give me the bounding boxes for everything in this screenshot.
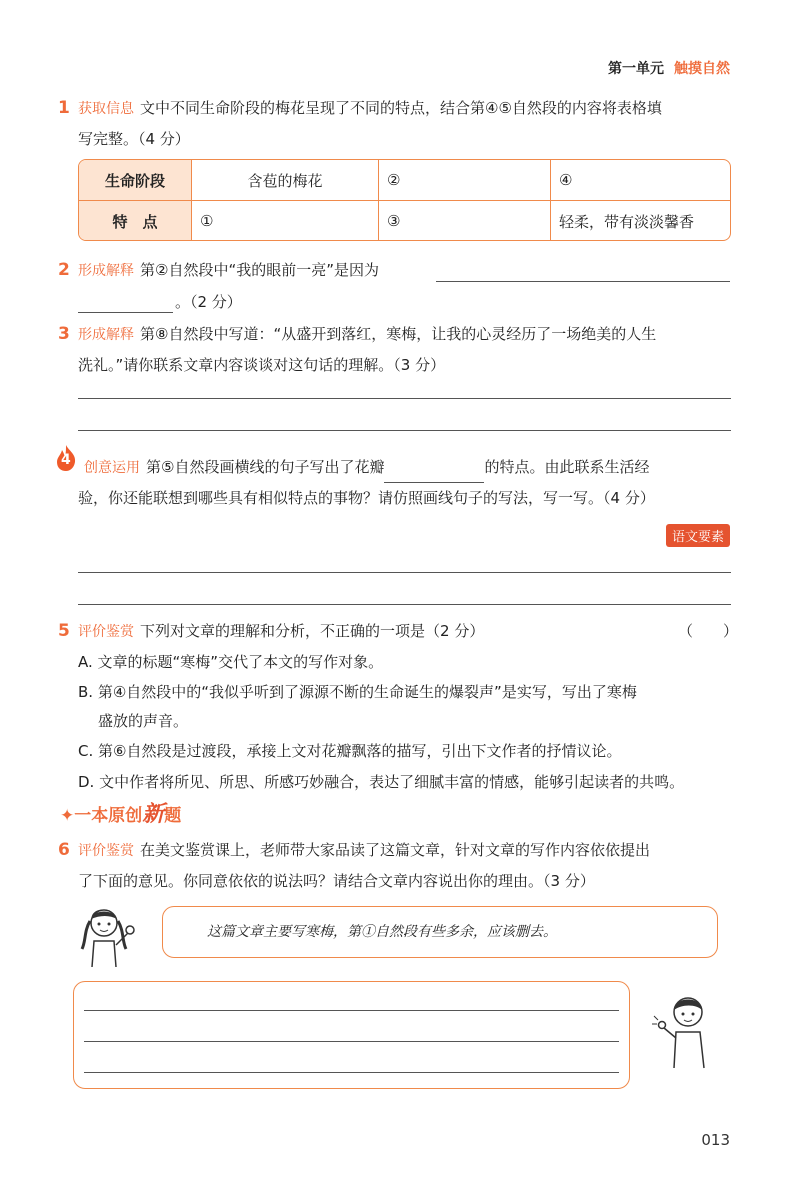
table-row <box>79 160 730 201</box>
q1-tag: 获取信息 <box>78 101 134 117</box>
page-number: 013 <box>701 1131 730 1149</box>
table-cell: ④ <box>551 160 731 201</box>
table-cell: 特 点 <box>79 201 192 242</box>
q6-answer-line[interactable] <box>84 1072 619 1073</box>
table-cell: 含苞的梅花 <box>192 160 379 201</box>
q5-option-c: C. 第⑥自然段是过渡段，承接上文对花瓣飘落的描写，引出下文作者的抒情议论。 <box>78 742 622 760</box>
unit-topic: 触摸自然 <box>674 61 730 77</box>
q5-number: 5 <box>58 621 70 641</box>
q6-line1: 评价鉴赏 在美文鉴赏课上，老师带大家品读了这篇文章，针对文章的写作内容依依提出 <box>78 841 651 859</box>
q6-number: 6 <box>58 840 70 860</box>
q1-number: 1 <box>58 98 70 118</box>
q3-line1: 形成解释 第⑧自然段中写道：“从盛开到落红，寒梅，让我的心灵经历了一场绝美的人生 <box>78 325 657 343</box>
q5-option-b-cont: 盛放的声音。 <box>98 712 189 730</box>
table-row <box>79 201 730 242</box>
q2-tag: 形成解释 <box>78 263 134 279</box>
q2-number: 2 <box>58 260 70 280</box>
q2-answer-line[interactable] <box>436 281 730 282</box>
q4-answer-line[interactable] <box>78 604 731 605</box>
q5-tag: 评价鉴赏 <box>78 624 134 640</box>
page-header <box>608 58 730 78</box>
q6-answer-line[interactable] <box>84 1041 619 1042</box>
yuwen-badge: 语文要素 <box>666 524 730 547</box>
sparkle-icon: ✦ <box>60 806 75 826</box>
q3-tag: 形成解释 <box>78 327 134 343</box>
q4-answer-line[interactable] <box>78 572 731 573</box>
q2-score: 。（2 分） <box>175 293 242 311</box>
q4-line1: 创意运用 第⑤自然段画横线的句子写出了花瓣 的特点。由此联系生活经 <box>84 452 744 483</box>
q4-tag: 创意运用 <box>84 460 140 476</box>
girl-avatar <box>70 897 142 969</box>
q4-number: 4 <box>61 452 71 468</box>
unit-label: 第一单元 <box>608 61 664 77</box>
q3-number: 3 <box>58 324 70 344</box>
section-title: ✦一本原创新题 <box>60 802 182 827</box>
q1-table <box>78 159 731 241</box>
q4-line2: 验，你还能联想到哪些具有相似特点的事物？请仿照画线句子的写法，写一写。（4 分） <box>78 489 655 507</box>
q6-answer-line[interactable] <box>84 1010 619 1011</box>
q6-tag: 评价鉴赏 <box>78 843 134 859</box>
q1-line1: 获取信息 文中不同生命阶段的梅花呈现了不同的特点，结合第④⑤自然段的内容将表格填 <box>78 99 662 117</box>
table-cell: 生命阶段 <box>79 160 192 201</box>
table-cell: ② <box>379 160 551 201</box>
q3-answer-line[interactable] <box>78 430 731 431</box>
q5-option-d: D. 文中作者将所见、所思、所感巧妙融合，表达了细腻丰富的情感，能够引起读者的共鸣。 <box>78 773 685 791</box>
q6-line2: 了下面的意见。你同意依依的说法吗？请结合文章内容说出你的理由。（3 分） <box>78 872 595 890</box>
q3-answer-line[interactable] <box>78 398 731 399</box>
q5-question: 评价鉴赏 下列对文章的理解和分析，不正确的一项是（2 分） <box>78 622 485 640</box>
q5-answer-paren[interactable]: （ ） <box>678 622 739 640</box>
q2-line1: 形成解释 第②自然段中“我的眼前一亮”是因为 <box>78 261 379 279</box>
table-cell: ③ <box>379 201 551 242</box>
boy-avatar <box>650 990 722 1070</box>
q1-line2: 写完整。（4 分） <box>78 130 190 148</box>
speech-text: 这篇文章主要写寒梅，第①自然段有些多余，应该删去。 <box>207 924 557 940</box>
q2-answer-line[interactable] <box>78 312 173 313</box>
q5-option-a: A. 文章的标题“寒梅”交代了本文的写作对象。 <box>78 653 384 671</box>
answer-bubble <box>73 981 630 1089</box>
q4-answer-blank[interactable] <box>384 464 484 483</box>
q5-option-b: B. 第④自然段中的“我似乎听到了源源不断的生命诞生的爆裂声”是实写，写出了寒梅 <box>78 683 637 701</box>
table-cell: 轻柔，带有淡淡馨香 <box>551 201 731 242</box>
girl-speech-bubble <box>162 906 718 958</box>
q3-line2: 洗礼。”请你联系文章内容谈谈对这句话的理解。（3 分） <box>78 356 446 374</box>
table-cell: ① <box>192 201 379 242</box>
